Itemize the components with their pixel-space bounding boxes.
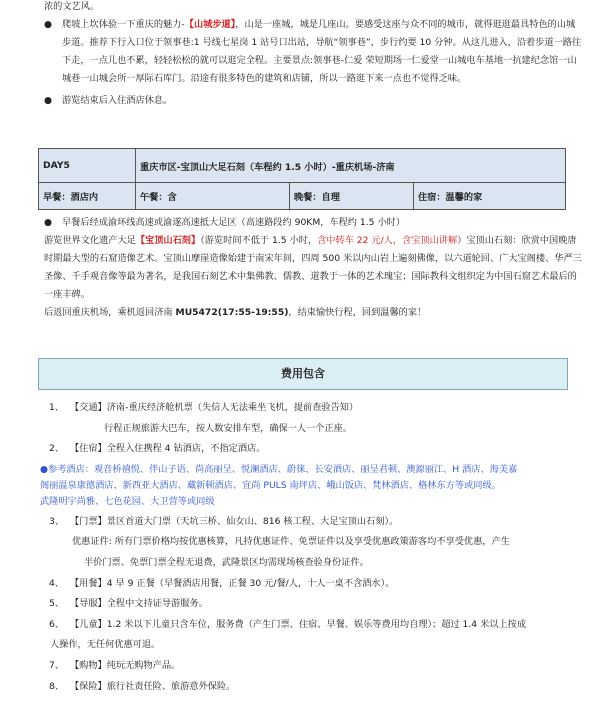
list-item: 4、 【用餐】4 早 9 正餐（早餐酒店用餐，正餐 30 元/餐/人，十人一桌不含酒水）。 <box>48 577 395 589</box>
bullet-hotel-rest: ● 游览结束后入住酒店休息。 <box>44 92 584 110</box>
fee-include-header: 费用包含 <box>38 358 568 390</box>
list-item: 6、 【儿童】1.2 米以下儿童只含车位，服务费（产生门票、住宿、早餐、娱乐等费用均自理）；超过 1.4 米以上按成 <box>48 618 527 630</box>
baoding-paragraph: 游览世界文化遗产大足【宝顶山石刻】（游览时间不低于 1.5 小时，含中转车 22 元/人，含宝顶山讲解）宝顶山石刻：欣赏中国晚唐时期最大型的石窟造像艺术。宝顶山摩崖造像始建于南宋年间，四周 500 米以内山岩上遍刻佛像，以六道轮回、广大宝阁楼、华严三圣像、千手观音像等最为著名，是我国石刻艺术中集佛教、儒教、道教于一体的艺术瑰宝；国际教科文组织定为中国石窟艺术最后的一座丰碑。 <box>44 235 582 300</box>
return-flight-paragraph: 后返回重庆机场，乘机返回济南 MU5472(17:55-19:55)，结束愉快行程，回到温馨的家！ <box>44 307 427 318</box>
list-item: 1、 【交通】济南-重庆经济舱机票（失信人无法乘坐飞机，提前查验告知） <box>48 402 359 413</box>
bullet-icon: ● <box>44 95 53 106</box>
transfer-note: 含中转车 22 元/人，含宝顶山讲解 <box>317 235 458 246</box>
day-route: 重庆市区-宝顶山大足石刻（车程约 1.5 小时）-重庆机场-济南 <box>136 149 566 183</box>
list-item: 3、 【门票】景区首道大门票（天坑三桥、仙女山、816 核工程、大足宝顶山石刻）。 <box>48 515 399 527</box>
list-item: 8、 【保险】旅行社责任险、旅游意外保险。 <box>48 680 236 692</box>
bullet-breakfast-drive: ● 早餐后经成渝环线高速或渝遂高速抵大足区（高速路段约 90KM，车程约 1.5 小时） <box>44 214 584 232</box>
lunch-cell: 午餐：含 <box>136 183 290 210</box>
hotel-cell: 住宿：温馨的家 <box>414 183 566 210</box>
list-item: 7、 【购物】纯玩无购物产品。 <box>48 659 181 671</box>
reference-hotels: ●参考酒店：观音桥禧悦、伴山子语、尚高丽呈、悦澜酒店、蔚徕、长安酒店、丽呈君顿、澳源丽江、H 酒店、海美嘉 阁丽温泉康德酒店、新西亚大酒店、藏新顿酒店、宜尚 PULS 南坪店、峨山饭店、梵林酒店、格林东方等或同级。 武隆明宇尚雅、七色花园、大卫营等或同级 <box>40 463 518 507</box>
intro-line: 浓的文艺风。 <box>44 1 100 12</box>
dinner-cell: 晚餐：自理 <box>290 183 414 210</box>
bullet-icon: ● <box>44 19 53 30</box>
bullet-icon: ● <box>44 217 53 228</box>
list-item-sub: 优惠证件: 所有门票价格均按优惠核算，凡持优惠证件、免票证件以及享受优惠政策游客均不享受优惠，产生 <box>72 536 510 548</box>
day5-table <box>38 148 566 210</box>
fee-list <box>40 398 584 697</box>
list-item: 2、 【住宿】全程入住携程 4 钻酒店，不指定酒店。 <box>48 443 266 455</box>
walkway-tag: 【山城步道】 <box>184 19 236 30</box>
list-item-sub: 人操作，无任何优惠可退。 <box>50 639 161 651</box>
flight-number: MU5472(17:55-19:55) <box>175 307 289 318</box>
list-item-sub: 行程正规旅游大巴车，按人数安排车型，确保一人一个正座。 <box>104 422 353 434</box>
day-label: DAY5 <box>39 149 136 183</box>
breakfast-cell: 早餐：酒店内 <box>39 183 136 210</box>
day5-description <box>44 214 584 322</box>
intro-section <box>44 0 584 110</box>
list-item-sub: 半价门票、免票门票全程无退费，武隆景区均需现场核查验身份证件。 <box>84 556 369 568</box>
list-item: 5、 【导服】全程中文持证导游服务。 <box>48 598 208 610</box>
baoding-tag: 【宝顶山石刻】 <box>135 235 201 246</box>
bullet-mountain-walkway: ● 爬坡上坎体验一下重庆的魅力-【山城步道】，山是一座城，城是几座山。要感受这座与众不同的城市，就得逛逛最具特色的山城步道。推荐下行入口位于领事巷:1 号线七星岗 1 站号口出站，导航“领事巷”，步行约要 10 分钟。从这儿进入，沿着步道一路往下走，一点儿也不累，轻轻松松的就可以逛完全程。主要景点:领事巷-仁爱 荣短期场一仁爱堂一山城电车基地一抗建纪念馆一山城巷一山城会所一厚际石库门。沿途有很多特色的建筑和店铺，所以一路逛下来一点也不觉得乏味。 <box>44 16 584 88</box>
